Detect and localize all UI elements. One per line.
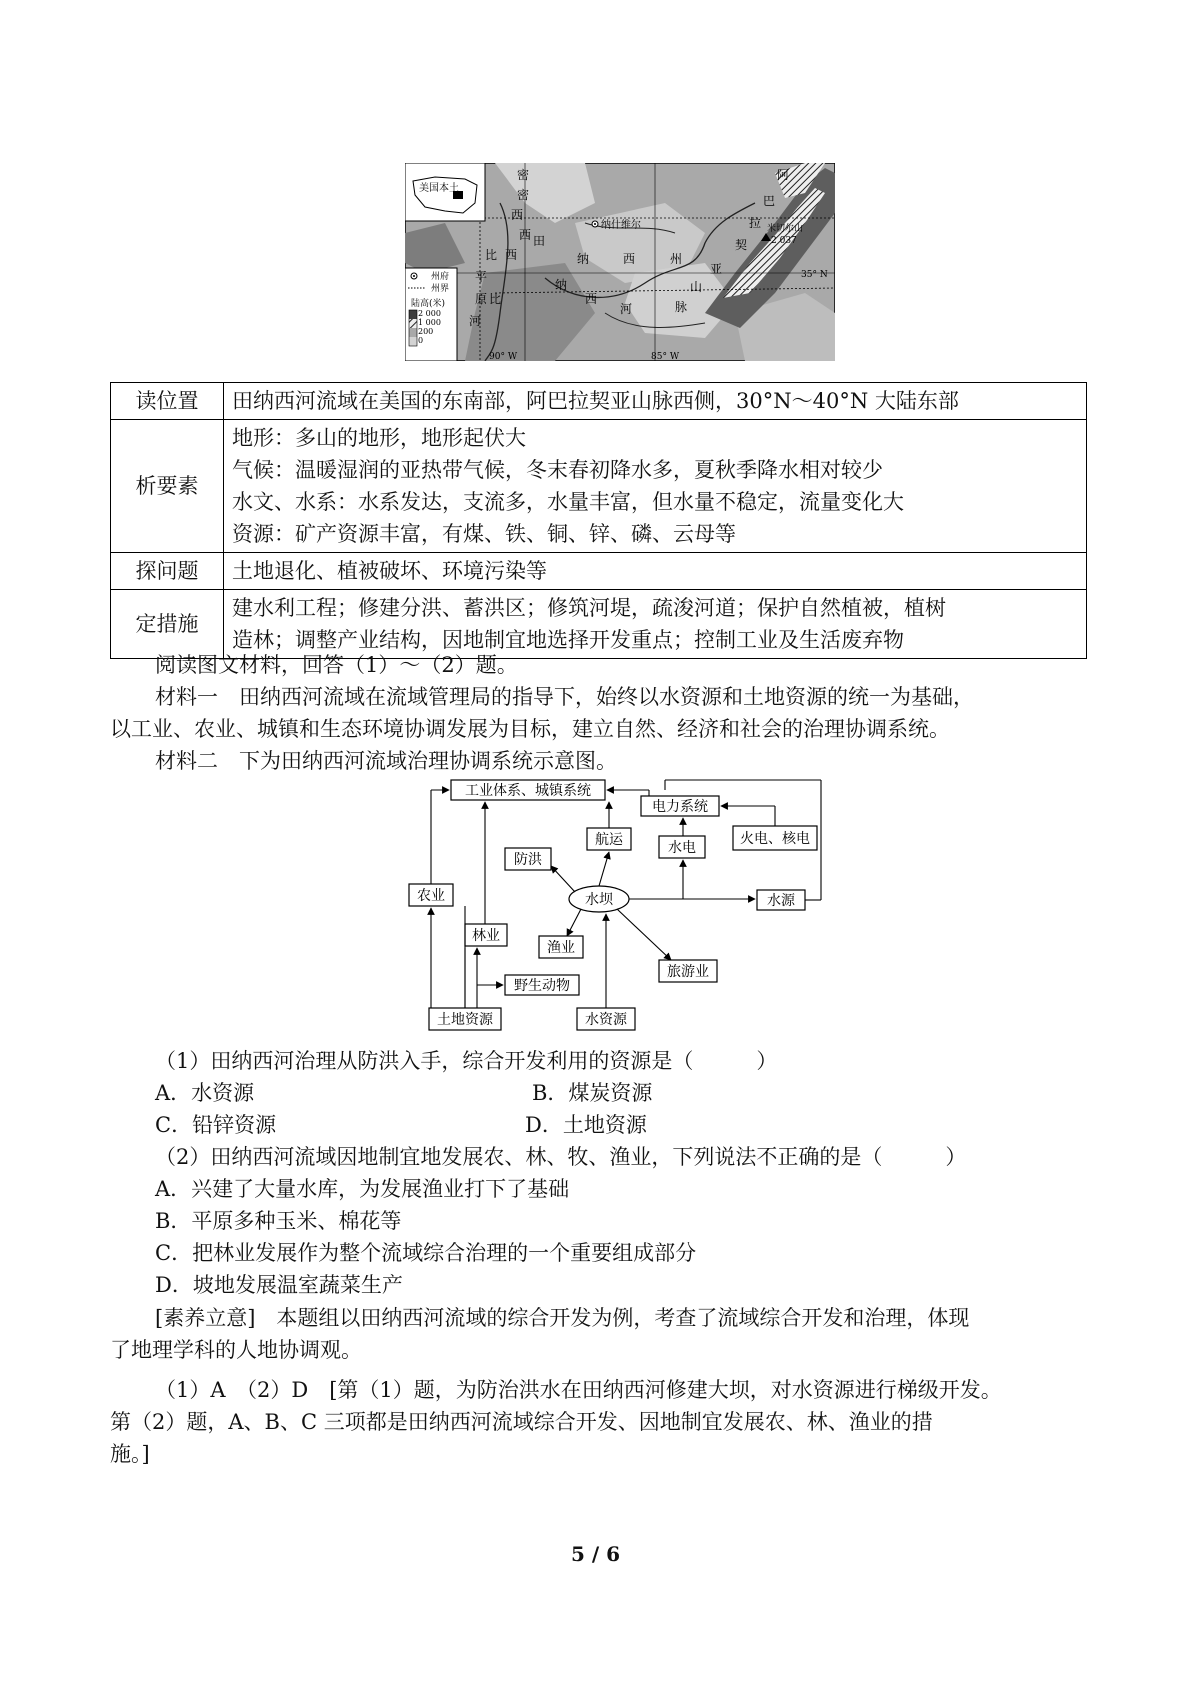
page-number: 5 / 6 (570, 1542, 621, 1566)
map-label-appa-3: 拉 (749, 216, 762, 230)
q2-option-a: A．兴建了大量水库，为发展渔业打下了基础 (155, 1177, 570, 1201)
node-tourism: 旅游业 (667, 964, 709, 980)
row-line: 土地退化、植被破坏、环境污染等 (232, 559, 547, 583)
material-one-line-1: 材料一 田纳西河流域在流域管理局的指导下，始终以水资源和土地资源的统一为基础， (155, 685, 974, 709)
node-power: 电力系统 (652, 799, 708, 815)
node-agriculture: 农业 (417, 888, 445, 904)
map-label-river-na: 纳 (555, 278, 568, 292)
answer-line-3: 施。] (110, 1442, 150, 1466)
answer-line-2: 第（2）题，A、B、C 三项都是田纳西河流域综合开发、因地制宜发展农、林、渔业的措 (110, 1410, 933, 1434)
node-land-resources: 土地资源 (437, 1012, 493, 1028)
map-label-appa-6: 山 (690, 280, 703, 294)
node-dam: 水坝 (585, 892, 613, 908)
q2-option-b: B．平原多种玉米、棉花等 (155, 1209, 402, 1233)
map-label-bi: 比 (489, 292, 502, 306)
legend-capital: 州府 (431, 272, 450, 282)
map-lon-90: 90° W (489, 352, 518, 361)
map-label-appa-5: 亚 (710, 262, 723, 276)
map-label-river-xi: 西 (585, 292, 598, 306)
legend-elev-0: 0 (418, 336, 424, 345)
map-peak-name: 米切尔山 (767, 224, 804, 234)
row-content (224, 420, 1087, 553)
table-row (111, 383, 1087, 420)
tennessee-river-map (405, 163, 835, 361)
q1-option-b: B．煤炭资源 (532, 1081, 653, 1105)
q1-option-d: D．土地资源 (525, 1113, 647, 1137)
row-line: 地形：多山的地形，地形起伏大 (232, 426, 526, 450)
node-industry: 工业体系、城镇系统 (465, 783, 591, 799)
map-label-appa-4: 契 (735, 238, 748, 252)
table-row (111, 553, 1087, 590)
row-line: 资源：矿产资源丰富，有煤、铁、铜、锌、磷、云母等 (232, 522, 736, 546)
map-city-nashville: 纳什维尔 (601, 220, 641, 231)
map-label-appa-2: 巴 (763, 194, 776, 208)
legend-elev-1000: 1 000 (418, 318, 441, 327)
row-content (224, 383, 1087, 420)
material-one-line-2: 以工业、农业、城镇和生态环境协调发展为目标，建立自然、经济和社会的治理协调系统。 (110, 717, 950, 741)
map-label-mississippi-4: 西 (519, 228, 532, 242)
map-label-river-he: 河 (469, 314, 482, 328)
row-content (224, 553, 1087, 590)
row-key: 析要素 (111, 420, 224, 553)
legend-elev-2000: 2 000 (418, 309, 441, 318)
row-key: 读位置 (111, 383, 224, 420)
row-line: 水文、水系：水系发达，支流多，水量丰富，但水量不稳定，流量变化大 (232, 490, 904, 514)
legend-boundary: 州界 (431, 284, 450, 294)
map-label-mississippi-6: 平 (475, 270, 488, 284)
inset-label: 美国本土 (419, 183, 459, 194)
map-label-mississippi-7: 原 (475, 292, 488, 306)
legend-elev-title: 陆高(米) (411, 299, 446, 309)
summary-table (110, 382, 1087, 659)
governance-flow-diagram (405, 776, 825, 1036)
node-thermal: 火电、核电 (740, 831, 810, 847)
q1-option-c: C．铅锌资源 (155, 1113, 277, 1137)
question-1-stem: （1）田纳西河治理从防洪入手，综合开发利用的资源是（ ） (155, 1049, 778, 1073)
row-key: 探问题 (111, 553, 224, 590)
question-2-stem: （2）田纳西河流域因地制宜地发展农、林、牧、渔业，下列说法不正确的是（ ） (155, 1145, 967, 1169)
map-label-zhou: 州 (670, 252, 683, 266)
node-forestry: 林业 (472, 928, 500, 944)
q2-option-c: C．把林业发展作为整个流域综合治理的一个重要组成部分 (155, 1241, 697, 1265)
node-wildlife: 野生动物 (514, 978, 570, 994)
analysis-line-2: 了地理学科的人地协调观。 (110, 1338, 362, 1362)
intro-text: 阅读图文材料，回答（1）～（2）题。 (155, 653, 518, 677)
row-line: 气候：温暖湿润的亚热带气候，冬末春初降水多，夏秋季降水相对较少 (232, 458, 883, 482)
answer-line-1: （1）A （2）D [第（1）题，为防治洪水在田纳西河修建大坝，对水资源进行梯级开发。 (155, 1378, 1002, 1402)
map-label-appa-7: 脉 (675, 300, 688, 314)
map-label-tian: 田 (533, 234, 546, 248)
row-line: 田纳西河流域在美国的东南部，阿巴拉契亚山脉西侧，30°N～40°N 大陆东部 (232, 389, 959, 413)
map-label-mississippi-5: 比 (485, 248, 498, 262)
map-peak-height: 2 037 (771, 236, 797, 246)
row-key: 定措施 (111, 590, 224, 659)
q2-option-d: D．坡地发展温室蔬菜生产 (155, 1273, 403, 1297)
row-line: 建水利工程；修建分洪、蓄洪区；修筑河堤，疏浚河道；保护自然植被，植树 (232, 596, 946, 620)
map-label-appa-1: 阿 (777, 168, 790, 182)
table-row (111, 420, 1087, 553)
node-shipping: 航运 (595, 832, 623, 848)
legend-elev-200: 200 (418, 327, 434, 336)
map-lat: 35° N (801, 270, 828, 280)
map-lon-85: 85° W (651, 352, 680, 361)
node-fishery: 渔业 (547, 940, 575, 956)
node-water-source: 水源 (767, 893, 795, 909)
map-label-xi: 西 (623, 252, 636, 266)
analysis-line-1: [素养立意] 本题组以田纳西河流域的综合开发为例，考查了流域综合开发和治理，体现 (155, 1306, 970, 1330)
map-label-river-he2: 河 (620, 302, 633, 316)
node-water-resources: 水资源 (585, 1012, 627, 1028)
node-flood: 防洪 (514, 852, 542, 868)
map-label-mississippi-1: 密 (517, 168, 530, 182)
material-two: 材料二 下为田纳西河流域治理协调系统示意图。 (155, 749, 617, 773)
map-label-mississippi-2: 密 (517, 188, 530, 202)
q1-option-a: A．水资源 (155, 1081, 255, 1105)
row-line: 造林；调整产业结构，因地制宜地选择开发重点；控制工业及生活废弃物 (232, 628, 904, 652)
map-label-na: 纳 (577, 252, 590, 266)
map-label-mississippi-3: 西 (511, 208, 524, 222)
node-hydro: 水电 (668, 840, 696, 856)
map-label-xi2: 西 (505, 248, 518, 262)
